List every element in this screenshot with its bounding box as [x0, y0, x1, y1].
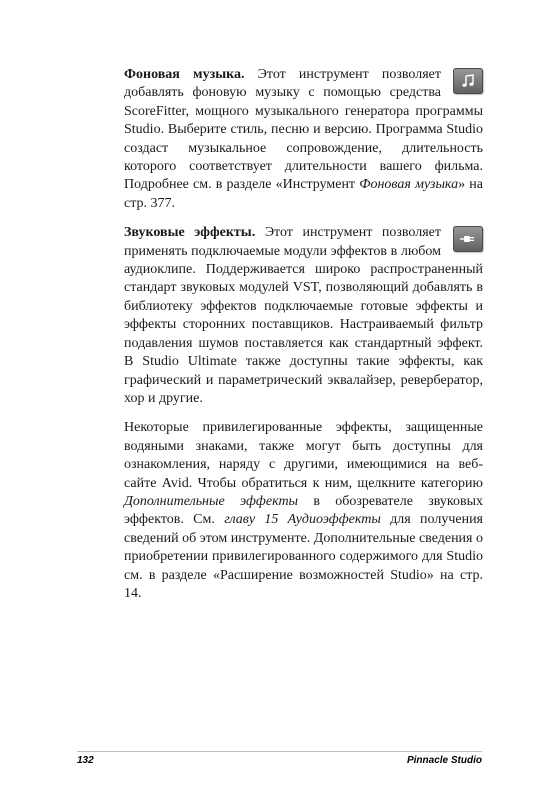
sound-effects-text: Этот инструмент позволяет применять подключаемые модули эффектов в любом аудиоклипе. Поддерживается широко распространенный стандарт звуковых модулей VST, позволяющий добавлять в библиотеку эффектов подключаемые готовые эффекты и эффекты сторонних поставщиков. Настраиваемый фильтр подавления шумов поставляется как стандартный эффект. В Studio Ultimate также доступны такие эффекты, как графический и параметрический эквалайзер, ревербератор, хор и другие. [124, 225, 483, 406]
premium-effects-paragraph [124, 419, 483, 603]
text-column [124, 66, 483, 613]
background-music-tail: » на стр. 377. [124, 177, 483, 211]
background-music-link: Фоновая музыка [359, 177, 459, 193]
background-music-text: Этот инструмент позволяет добавлять фоновую музыку с помощью средства ScoreFitter, мощного музыкального генератора программы Studio. Выберите стиль, песню и версию. Программа Studio создаст музыкальное сопровождение, длительность которого соответствует длительности вашего фильма. Подробнее см. в разделе «Инструмент [124, 67, 483, 193]
background-music-paragraph [124, 66, 483, 213]
premium-effects-text-1: Некоторые привилегированные эффекты, защищенные водяными знаками, также могут быть доступны для ознакомления, наряду с другими, имеющимися на веб-сайте Avid. Чтобы обратиться к ним, щелкните категорию [124, 420, 483, 491]
background-music-heading: Фоновая музыка. [124, 67, 245, 82]
premium-effects-text-2: в обозревателе звуковых эффектов. См. [124, 493, 483, 528]
premium-effects-category: Дополнительные эффекты [124, 493, 299, 509]
audio-plug-icon [453, 226, 483, 252]
premium-effects-chapter-ref: главу 15 Аудиоэффекты [224, 512, 381, 528]
page-footer [77, 751, 482, 766]
page-number: 132 [77, 755, 94, 766]
music-note-icon [453, 68, 483, 94]
sound-effects-heading: Звуковые эффекты. [124, 225, 256, 241]
premium-effects-text-3: для получения сведений об этом инструменте. Дополнительные сведения о приобретении привилегированного содержимого для Studio см. в разделе «Расширение возможностей Studio» на стр. 14. [124, 512, 484, 601]
product-name: Pinnacle Studio [406, 755, 482, 766]
sound-effects-paragraph [124, 224, 483, 408]
